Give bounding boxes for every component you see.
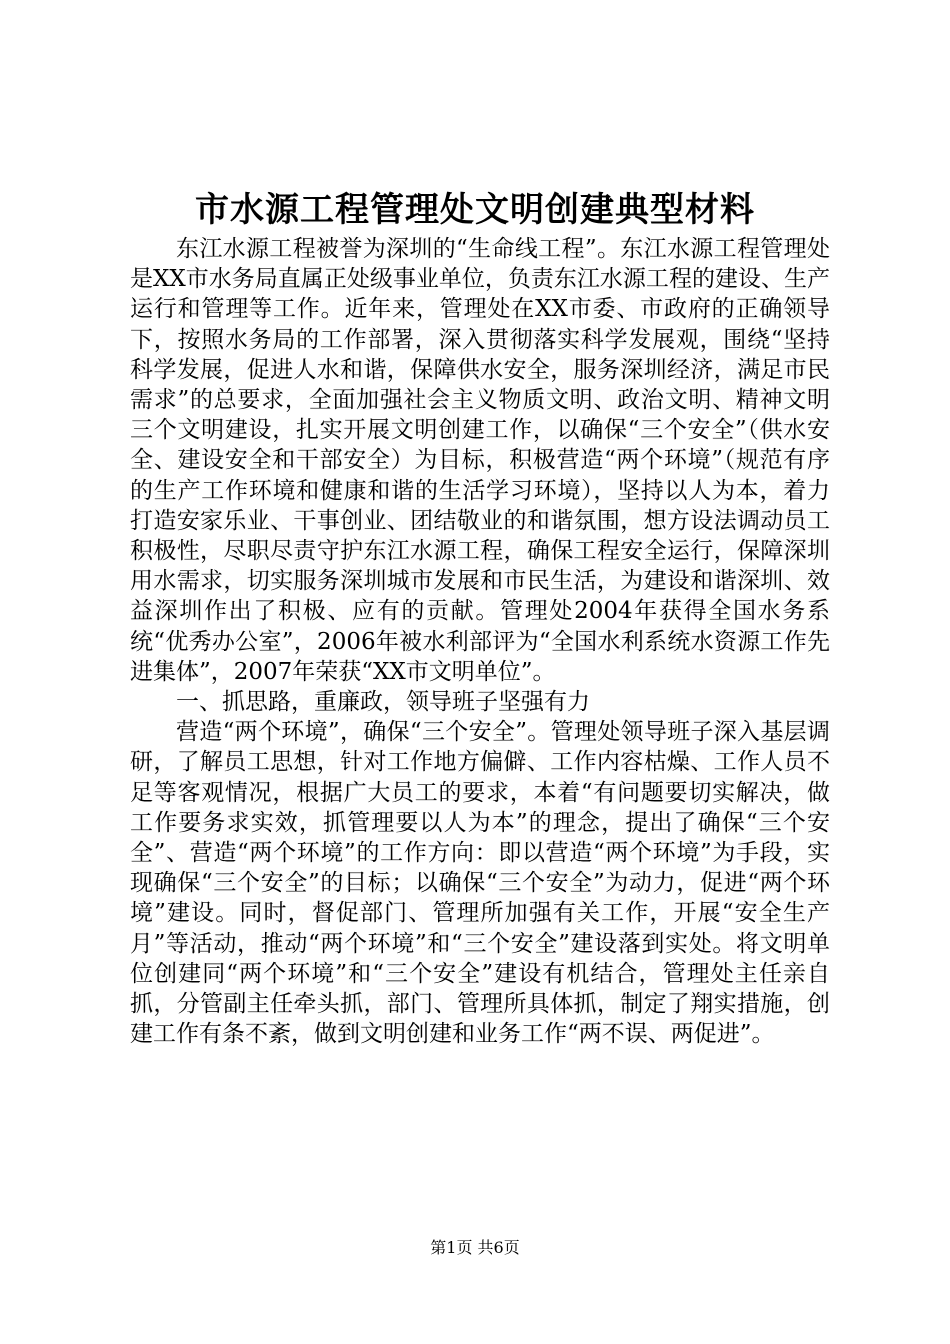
document-body xyxy=(130,234,830,1049)
section-heading: 一、抓思路，重廉政，领导班子坚强有力 xyxy=(176,689,590,716)
document-title: 市水源工程管理处文明创建典型材料 xyxy=(195,190,755,230)
intro-paragraph: 东江水源工程被誉为深圳的“生命线工程”。东江水源工程管理处是XX市水务局直属正处级事业单位，负责东江水源工程的建设、生产运行和管理等工作。近年来，管理处在XX市委、市政府的正确领导下，按照水务局的工作部署，深入贯彻落实科学发展观，围绕“坚持科学发展，促进人水和谐，保障供水安全，服务深圳经济，满足市民需求”的总要求，全面加强社会主义物质文明、政治文明、精神文明三个文明建设，扎实开展文明创建工作，以确保“三个安全”（供水安全、建设安全和干部安全）为目标，积极营造“两个环境”（规范有序的生产工作环境和健康和谐的生活学习环境），坚持以人为本，着力打造安家乐业、干事创业、团结敬业的和谐氛围，想方设法调动员工积极性，尽职尽责守护东江水源工程，确保工程安全运行，保障深圳用水需求，切实服务深圳城市发展和市民生活，为建设和谐深圳、效益深圳作出了积极、应有的贡献。管理处2004年获得全国水务系统“优秀办公室”，2006年被水利部评为“全国水利系统水资源工作先进集体”，2007年荣获“XX市文明单位”。 xyxy=(130,236,830,685)
section-paragraph: 营造“两个环境”，确保“三个安全”。管理处领导班子深入基层调研，了解员工思想，针对工作地方偏僻、工作内容枯燥、工作人员不足等客观情况，根据广大员工的要求，本着“有问题要切实解决，做工作要务求实效，抓管理要以人为本”的理念，提出了确保“三个安全”、营造“两个环境”的工作方向：即以营造“两个环境”为手段，实现确保“三个安全”的目标；以确保“三个安全”为动力，促进“两个环境”建设。同时，督促部门、管理所加强有关工作，开展“安全生产月”等活动，推动“两个环境”和“三个安全”建设落到实处。将文明单位创建同“两个环境”和“三个安全”建设有机结合，管理处主任亲自抓，分管副主任牵头抓，部门、管理所具体抓，制定了翔实措施，创建工作有条不紊，做到文明创建和业务工作“两不误、两促进”。 xyxy=(130,719,830,1048)
page-footer: 第1页 共6页 xyxy=(430,1238,520,1257)
